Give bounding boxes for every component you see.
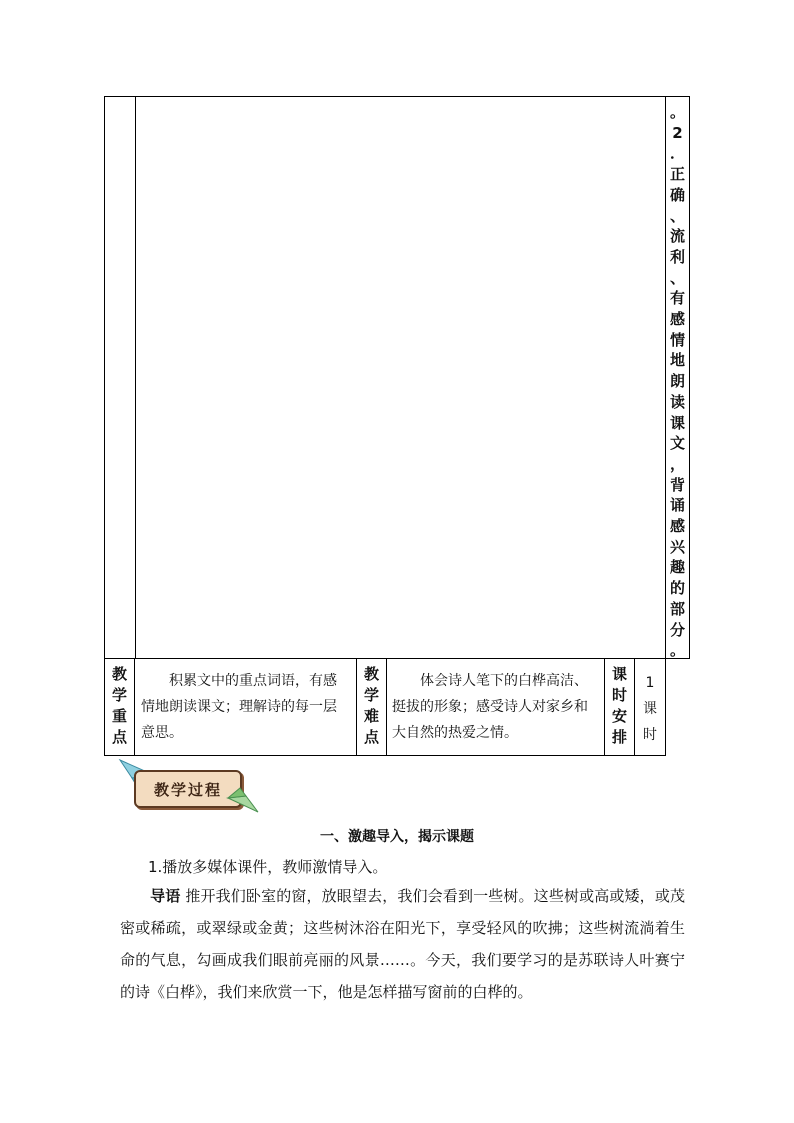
hours-char: 1 (645, 675, 655, 691)
hours-char: 时 (643, 727, 657, 743)
key-points-label (104, 664, 135, 748)
key-points-text: 积累文中的重点词语，有感情地朗读课文；理解诗的每一层意思。 (141, 673, 337, 741)
table-bottom-border (104, 755, 666, 756)
label-char: 点 (363, 728, 379, 746)
vertical-char: 2 (672, 123, 683, 142)
vertical-char: 。 (669, 103, 685, 121)
vertical-char: 趣 (669, 558, 685, 577)
table-top-border (104, 96, 690, 97)
paper-plane-icon (226, 786, 260, 816)
objective-vertical-text (666, 102, 689, 661)
vertical-char: 感 (669, 517, 685, 536)
vertical-char: 地 (669, 351, 685, 370)
label-char: 学 (363, 686, 379, 704)
label-char: 课 (611, 665, 627, 683)
vertical-char: 兴 (669, 537, 685, 556)
vertical-char: 课 (669, 413, 685, 432)
label-char: 难 (363, 707, 379, 725)
section-heading: 一、激趣导入，揭示课题 (320, 829, 474, 845)
vertical-char: 的 (669, 579, 685, 598)
label-char: 教 (111, 665, 127, 683)
teaching-process-badge: 教学过程 (134, 770, 242, 808)
table-right-border (689, 96, 690, 659)
table-row-divider (104, 658, 690, 659)
intro-text: 推开我们卧室的窗，放眼望去，我们会看到一些树。这些树或高或矮，或茂密或稀疏，或翠绿或金黄；这些树沐浴在阳光下，享受轻风的吹拂；这些树流淌着生命的气息，勾画成我们眼前亮丽的风景……。今天，我们要学习的是苏联诗人叶赛宁的诗《白桦》，我们来欣赏一下，他是怎样描写窗前的白桦的。 (120, 887, 685, 1001)
intro-label: 导语 (150, 887, 181, 905)
vertical-char: 正 (669, 165, 685, 184)
vertical-char: 利 (669, 247, 685, 266)
schedule-label (604, 664, 635, 748)
vertical-char: 有 (669, 289, 685, 308)
vertical-char: 部 (669, 599, 685, 618)
vertical-char: 、 (669, 268, 685, 287)
vertical-char: 流 (669, 227, 685, 246)
vertical-char: 确 (669, 185, 685, 204)
table-col-divider (135, 96, 136, 659)
vertical-char: 感 (669, 310, 685, 329)
vertical-char: 文 (669, 434, 685, 453)
vertical-char: ． (669, 144, 685, 163)
vertical-char: 读 (669, 392, 685, 411)
intro-paragraph (120, 880, 685, 1008)
label-char: 时 (611, 686, 627, 704)
vertical-char: 情 (669, 330, 685, 349)
vertical-char: 、 (669, 206, 685, 225)
table-left-border (104, 96, 105, 756)
label-char: 排 (611, 728, 627, 746)
label-char: 点 (111, 728, 127, 746)
label-char: 教 (363, 665, 379, 683)
difficulties-label (356, 664, 387, 748)
vertical-char: 。 (669, 641, 685, 660)
step-1-text: 1.播放多媒体课件，教师激情导入。 (148, 858, 388, 876)
hours-char: 课 (643, 701, 657, 717)
vertical-char: 分 (669, 620, 685, 639)
schedule-hours (635, 670, 665, 748)
difficulties-text: 体会诗人笔下的白桦高洁、挺拔的形象；感受诗人对家乡和大自然的热爱之情。 (392, 673, 588, 741)
vertical-char: 朗 (669, 372, 685, 391)
label-char: 安 (611, 707, 627, 725)
vertical-char: ， (669, 454, 685, 473)
label-char: 重 (111, 707, 127, 725)
label-char: 学 (111, 686, 127, 704)
vertical-char: 诵 (669, 496, 685, 515)
vertical-char: 背 (669, 475, 685, 494)
